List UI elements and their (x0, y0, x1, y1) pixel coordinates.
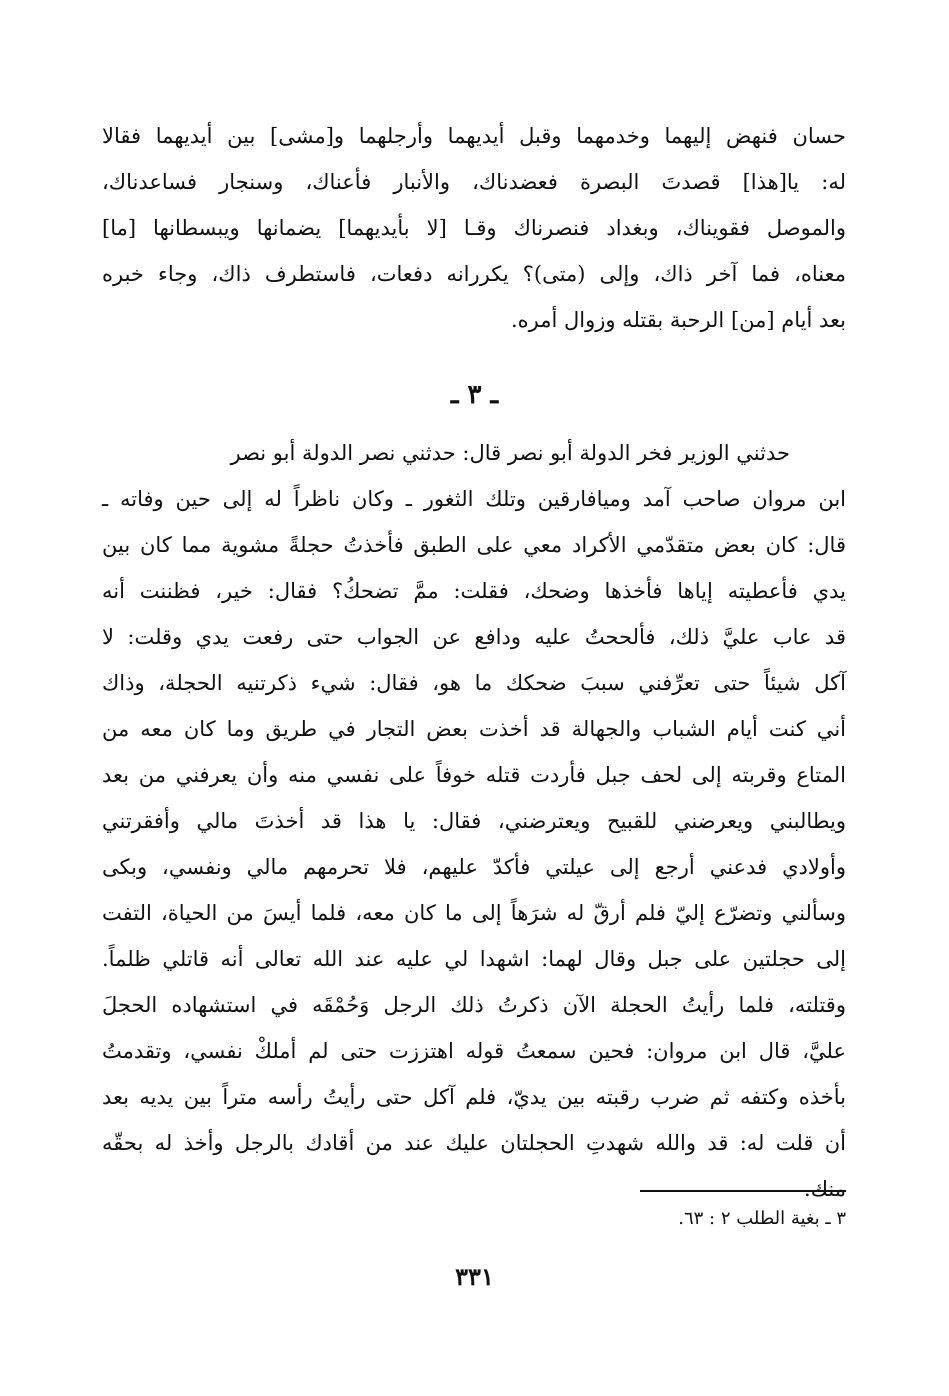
text-line: حدثني الوزير فخر الدولة أبو نصر قال: حدثني نصر الدولة أبو نصر (230, 441, 790, 465)
paragraph-continuation (102, 113, 846, 343)
footnote-divider (640, 1190, 846, 1192)
text-line: منك. (804, 1177, 846, 1201)
text-line: بعد أيام [من] الرحبة بقتله وزوال أمره. (510, 308, 846, 332)
page-number: ٣٣١ (455, 1262, 494, 1291)
text-line: وسألني وتضرّع إليّ فلم أرقّ له شرَهاً إلى ما كان معه، فلما أيسَ من الحياة، التفت (102, 901, 846, 925)
text-line: معناه، فما آخر ذاك، وإلى (متى)؟ يكررانه دفعات، فاستطرف ذاك، وجاء خبره (102, 262, 846, 286)
text-line: حسان فنهض إليهما وخدمهما وقبل أيديهما وأرجلهما و[مشى] بين أيديهما فقالا (102, 124, 846, 148)
text-line: قال: كان بعض متقدّمي الأكراد معي على الطبق فأخذتُ حجلةً مشوية مما كان بين (102, 533, 846, 557)
text-line: المتاع وقربته إلى لحف جبل فأردت قتله خوفاً على نفسي منه وأن يعرفني من بعد (102, 763, 846, 787)
text-line: آكل شيئاً حتى تعرِّفني سببَ ضحكك ما هو، فقال: شيء ذكرتنيه الحجلة، وذاك (102, 671, 846, 695)
text-line: أني كنت أيام الشباب والجهالة قد أخذت بعض التجار في طريق وما كان معه من (102, 717, 846, 741)
text-line: أن قلت له: قد والله شهدتِ الحجلتان عليك عند من أقادك بالرجل وأخذ له بحقّه (102, 1131, 846, 1155)
section-number: ـ ٣ ـ (450, 380, 499, 410)
text-line: ابن مروان صاحب آمد وميافارقين وتلك الثغور ـ وكان ناظراً له إلى حين وفاته ـ (102, 487, 846, 511)
footnote: ٣ ـ بغية الطلب ٢ : ٦٣. (678, 1208, 846, 1229)
text-line: والموصل فقويناك، وبغداد فنصرناك وقـا [لا بأيديهما] يضمانها ويبسطانها [ما] (102, 216, 846, 240)
text-line: له: يا[هذا] قصدتَ البصرة فعضدناك، والأنبار فأعناك، وسنجار فساعدناك، (102, 170, 846, 194)
text-line: إلى حجلتين على جبل وقال لهما: اشهدا لي عليه عند الله تعالى أنه قاتلي ظلماً. (102, 947, 846, 971)
text-line: عليَّ، قال ابن مروان: فحين سمعتُ قوله اهتززت حتى لم أملكْ نفسي، وتقدمتُ (102, 1039, 846, 1063)
text-line: قد عاب عليَّ ذلك، فألححتُ عليه ودافع عن الجواب حتى رفعت يدي وقلت: لا (102, 625, 846, 649)
paragraph-anecdote (102, 430, 846, 1212)
text-line: وقتلته، فلما رأيتُ الحجلة الآن ذكرتُ ذلك الرجل وَحُمْقَه في استشهاده الحجلَ (102, 993, 846, 1017)
text-line: ويطالبني ويعرضني للقبيح ويعترضني، فقال: يا هذا قد أخذتَ مالي وأفقرتني (102, 809, 846, 833)
text-line: بأخذه وكتفه ثم ضرب رقبته بين يديّ، فلم آكل حتى رأيتُ رأسه متراً بين يديه بعد (102, 1085, 846, 1109)
text-line: وأولادي فدعني أرجع إلى عيلتي فأكدّ عليهم، فلا تحرمهم مالي ونفسي، وبكى (102, 855, 846, 879)
text-line: يدي فأعطيته إياها فأخذها وضحك، فقلت: ممَّ تضحكُ؟ فقال: خير، فظننت أنه (102, 579, 846, 603)
